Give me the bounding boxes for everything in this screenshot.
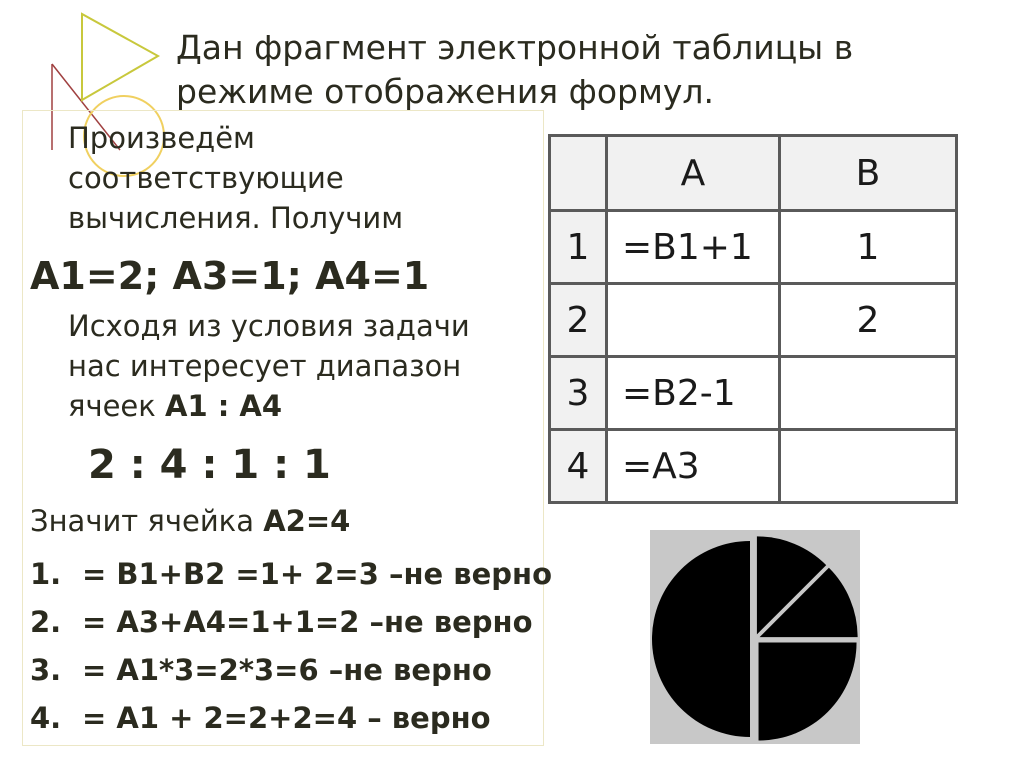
intro-line-1: Произведём [68,121,255,155]
column-header-a: A [607,136,780,211]
sheet-row-2 [550,284,957,357]
computed-results: А1=2; А3=1; А4=1 [30,254,430,298]
row-header: 1 [550,211,607,284]
cell-a3: =B2-1 [607,357,780,430]
condition-line-1: Исходя из условия задачи [68,309,470,343]
cell-b2: 2 [780,284,957,357]
row-header: 2 [550,284,607,357]
condition-range: А1 : А4 [165,389,283,423]
answer-text: = А1*3=2*3=6 –не верно [82,653,492,687]
intro-line-3: вычисления. Получим [68,201,404,235]
pie-chart-svg [650,530,860,744]
answer-item-3 [30,646,552,694]
condition-line-2: нас интересует диапазон [68,349,462,383]
answer-number: 4. [30,701,62,735]
cell-a1: =B1+1 [607,211,780,284]
cell-b1: 1 [780,211,957,284]
pie-chart [650,530,860,744]
condition-text [68,306,470,426]
intro-text [68,118,403,238]
answer-item-2 [30,598,552,646]
conclusion-value: А2=4 [263,504,351,538]
answer-item-1 [30,550,552,598]
condition-line-3 [68,386,470,426]
sheet-corner-cell [550,136,607,211]
condition-range-prefix: ячеек [68,389,165,423]
cell-a2 [607,284,780,357]
decor-triangle-icon [82,14,158,100]
answer-number: 2. [30,605,62,639]
sheet-row-1 [550,211,957,284]
cell-b4 [780,430,957,503]
cell-a4: =A3 [607,430,780,503]
answer-text: = В1+В2 =1+ 2=3 –не верно [82,557,553,591]
column-header-b: B [780,136,957,211]
answer-number: 3. [30,653,62,687]
conclusion-text [30,504,350,538]
cell-b3 [780,357,957,430]
sheet-header-row [550,136,957,211]
row-header: 3 [550,357,607,430]
answer-text: = А1 + 2=2+2=4 – верно [82,701,491,735]
row-header: 4 [550,430,607,503]
answer-item-4 [30,694,552,742]
slide-title: Дан фрагмент электронной таблицы в режиме отображения формул. [176,28,854,111]
answer-number: 1. [30,557,62,591]
spreadsheet-fragment [548,134,958,504]
pie-ratio: 2 : 4 : 1 : 1 [88,442,331,488]
conclusion-prefix: Значит ячейка [30,504,264,538]
sheet-row-3 [550,357,957,430]
intro-line-2: соответствующие [68,161,344,195]
answer-text: = А3+А4=1+1=2 –не верно [82,605,533,639]
answer-list [30,550,552,742]
sheet-row-4 [550,430,957,503]
